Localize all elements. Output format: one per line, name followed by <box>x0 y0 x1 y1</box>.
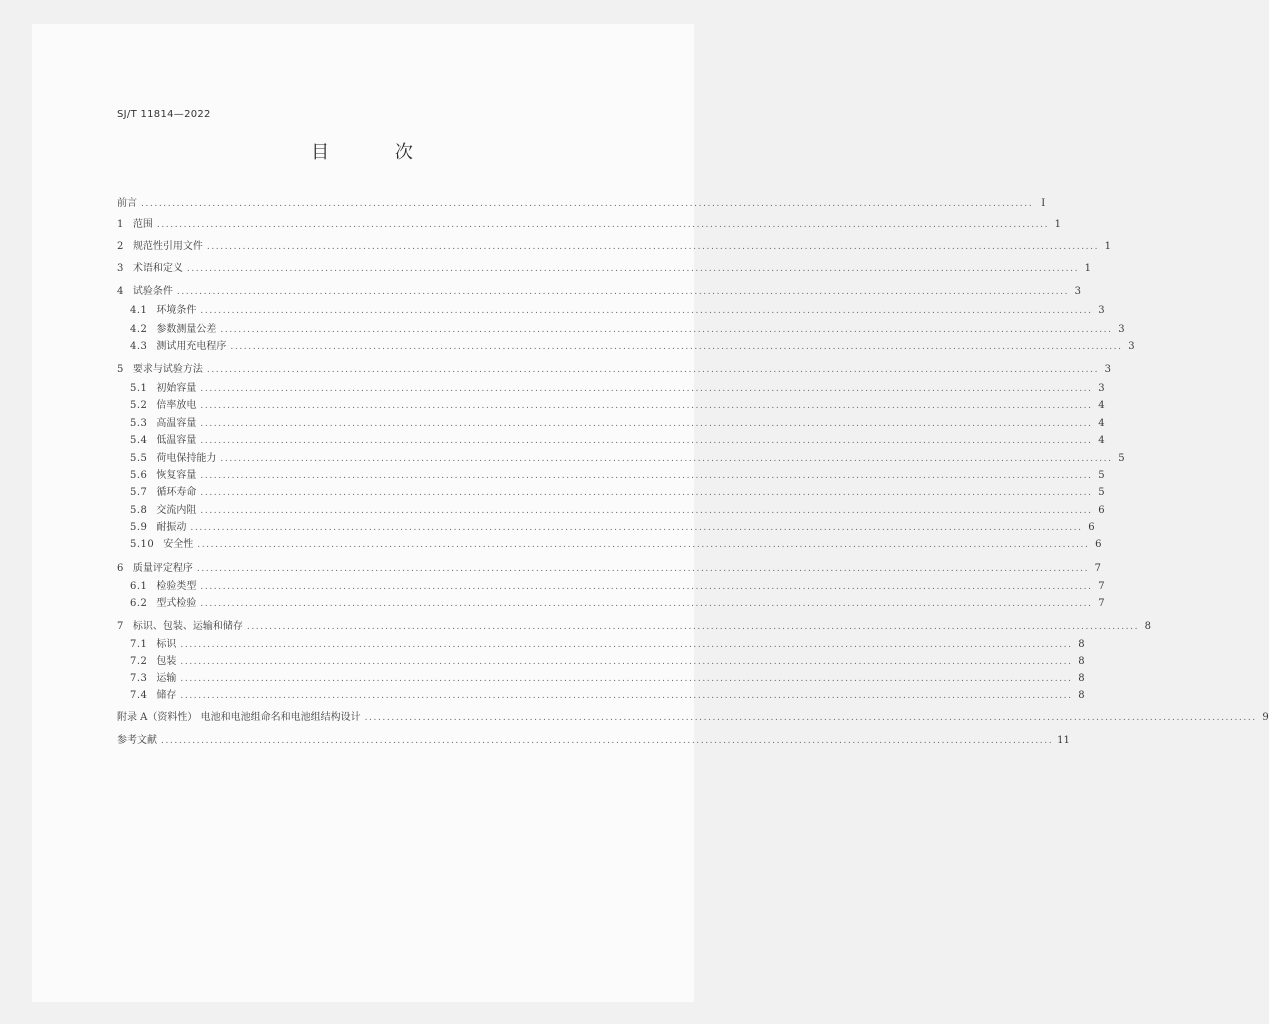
toc-entry-label: 附录 A（资料性） 电池和电池组命名和电池组结构设计 <box>117 712 361 723</box>
dot-leader: ........................................................................................................................................................................................................ <box>180 657 1073 667</box>
toc-entry-page-number: 3 <box>1098 305 1105 316</box>
toc-entry-page-number: 11 <box>1057 735 1070 746</box>
toc-entry-number: 6.2 <box>130 598 148 609</box>
toc-entry-label: 储存 <box>156 690 177 701</box>
toc-entry[interactable] <box>117 561 1102 577</box>
toc-entry-page-number: 5 <box>1098 487 1105 498</box>
toc-entry[interactable] <box>117 637 1085 653</box>
toc-entry-number: 5.2 <box>130 400 148 411</box>
dot-leader: ........................................................................................................................................................................................................ <box>364 713 1257 723</box>
toc-entry-number: 4 <box>117 286 124 297</box>
toc-entry-label: 低温容量 <box>156 435 197 446</box>
toc-entry[interactable] <box>117 217 1062 233</box>
toc-entry-page-number: 4 <box>1098 418 1105 429</box>
toc-entry[interactable] <box>117 468 1105 484</box>
toc-entry[interactable] <box>117 261 1092 277</box>
toc-entry-label: 耐振动 <box>156 522 187 533</box>
dot-leader: ........................................................................................................................................................................................................ <box>200 384 1093 394</box>
toc-entry-number: 5.10 <box>130 539 155 550</box>
toc-entry[interactable] <box>117 322 1125 338</box>
toc-entry-page-number: 6 <box>1098 505 1105 516</box>
dot-leader: ........................................................................................................................................................................................................ <box>200 582 1093 592</box>
toc-entry[interactable] <box>117 520 1095 536</box>
toc-entry-number: 7 <box>117 621 124 632</box>
toc-entry-number: 5.5 <box>130 453 148 464</box>
toc-entry-label: 参数测量公差 <box>156 324 217 335</box>
toc-entry-page-number: 8 <box>1078 656 1085 667</box>
toc-entry-label: 交流内阻 <box>156 505 197 516</box>
toc-entry-number: 5.3 <box>130 418 148 429</box>
dot-leader: ........................................................................................................................................................................................................ <box>141 199 1034 209</box>
standard-code: SJ/T 11814—2022 <box>117 109 211 120</box>
toc-entry-page-number: 1 <box>1084 263 1092 274</box>
toc-entry-page-number: 6 <box>1088 522 1095 533</box>
toc-entry-number: 4.2 <box>130 324 148 335</box>
toc-entry-label: 荷电保持能力 <box>156 453 217 464</box>
toc-entry-label: 要求与试验方法 <box>132 364 203 375</box>
toc-entry-label: 高温容量 <box>156 418 197 429</box>
toc-entry-page-number: 4 <box>1098 400 1105 411</box>
toc-entry-label: 循环寿命 <box>156 487 197 498</box>
toc-entry-page-number: 1 <box>1054 219 1062 230</box>
toc-entry-page-number: 8 <box>1078 690 1085 701</box>
toc-entry-label: 范围 <box>132 219 153 230</box>
dot-leader: ........................................................................................................................................................................................................ <box>176 287 1070 297</box>
dot-leader: ........................................................................................................................................................................................................ <box>200 488 1093 498</box>
toc-entry-label: 初始容量 <box>156 383 197 394</box>
toc-entry[interactable] <box>117 196 1046 212</box>
toc-entry-number: 5.8 <box>130 505 148 516</box>
toc-entry-number: 6.1 <box>130 581 148 592</box>
toc-entry-page-number: 8 <box>1144 621 1152 632</box>
dot-leader: ........................................................................................................................................................................................................ <box>180 640 1073 650</box>
toc-entry[interactable] <box>117 485 1105 501</box>
toc-entry-number: 2 <box>117 241 124 252</box>
dot-leader: ........................................................................................................................................................................................................ <box>220 454 1113 464</box>
toc-entry-number: 4.3 <box>130 341 148 352</box>
dot-leader: ........................................................................................................................................................................................................ <box>161 736 1054 746</box>
toc-entry-label: 运输 <box>156 673 177 684</box>
toc-entry-page-number: 6 <box>1095 539 1102 550</box>
toc-entry-page-number: I <box>1041 198 1046 209</box>
toc-entry[interactable] <box>117 710 1269 726</box>
dot-leader: ........................................................................................................................................................................................................ <box>200 436 1093 446</box>
dot-leader: ........................................................................................................................................................................................................ <box>230 342 1123 352</box>
toc-entry-number: 7.2 <box>130 656 148 667</box>
dot-leader: ........................................................................................................................................................................................................ <box>190 523 1083 533</box>
toc-entry-number: 6 <box>117 563 124 574</box>
dot-leader: ........................................................................................................................................................................................................ <box>200 419 1093 429</box>
page-title: 目 次 <box>311 142 443 163</box>
dot-leader: ........................................................................................................................................................................................................ <box>180 691 1073 701</box>
toc-entry-label: 质量评定程序 <box>132 563 193 574</box>
toc-entry-label: 型式检验 <box>156 598 197 609</box>
toc-entry-number: 5.4 <box>130 435 148 446</box>
dot-leader: ........................................................................................................................................................................................................ <box>206 242 1100 252</box>
dot-leader: ........................................................................................................................................................................................................ <box>156 220 1050 230</box>
toc-entry[interactable] <box>117 671 1085 687</box>
dot-leader: ........................................................................................................................................................................................................ <box>200 471 1093 481</box>
toc-entry[interactable] <box>117 284 1082 300</box>
dot-leader: ........................................................................................................................................................................................................ <box>200 506 1093 516</box>
dot-leader: ........................................................................................................................................................................................................ <box>180 674 1073 684</box>
toc-entry[interactable] <box>117 303 1105 319</box>
toc-entry-label: 前言 <box>117 198 137 209</box>
dot-leader: ........................................................................................................................................................................................................ <box>197 540 1090 550</box>
toc-entry-label: 术语和定义 <box>132 263 183 274</box>
toc-entry[interactable] <box>117 433 1105 449</box>
toc-entry-number: 5.7 <box>130 487 148 498</box>
toc-entry[interactable] <box>117 339 1135 355</box>
toc-entry-label: 倍率放电 <box>156 400 197 411</box>
toc-entry-number: 7.4 <box>130 690 148 701</box>
toc-entry[interactable] <box>117 596 1105 612</box>
toc-entry-label: 测试用充电程序 <box>156 341 227 352</box>
toc-entry-number: 5.6 <box>130 470 148 481</box>
toc-entry[interactable] <box>117 579 1105 595</box>
toc-entry-page-number: 7 <box>1098 598 1105 609</box>
toc-entry-page-number: 4 <box>1098 435 1105 446</box>
toc-entry-page-number: 9 <box>1262 712 1269 723</box>
toc-entry-page-number: 8 <box>1078 639 1085 650</box>
toc-entry-label: 包装 <box>156 656 177 667</box>
toc-entry-label: 标识 <box>156 639 177 650</box>
toc-entry[interactable] <box>117 619 1152 635</box>
toc-entry-page-number: 3 <box>1118 324 1125 335</box>
toc-entry-page-number: 3 <box>1104 364 1112 375</box>
toc-entry-label: 标识、包装、运输和储存 <box>132 621 243 632</box>
toc-entry-number: 7.3 <box>130 673 148 684</box>
toc-entry-page-number: 7 <box>1098 581 1105 592</box>
toc-entry-label: 恢复容量 <box>156 470 197 481</box>
toc-entry-number: 5 <box>117 364 124 375</box>
toc-entry[interactable] <box>117 537 1102 553</box>
toc-entry-label: 规范性引用文件 <box>132 241 203 252</box>
toc-entry-page-number: 7 <box>1094 563 1102 574</box>
toc-entry[interactable] <box>117 398 1105 414</box>
toc-entry-page-number: 8 <box>1078 673 1085 684</box>
toc-entry-page-number: 5 <box>1118 453 1125 464</box>
toc-entry-label: 环境条件 <box>156 305 197 316</box>
toc-entry-page-number: 5 <box>1098 470 1105 481</box>
toc-entry-label: 试验条件 <box>132 286 173 297</box>
toc-entry-label: 安全性 <box>163 539 194 550</box>
dot-leader: ........................................................................................................................................................................................................ <box>196 564 1090 574</box>
dot-leader: ........................................................................................................................................................................................................ <box>206 365 1100 375</box>
toc-entry[interactable] <box>117 239 1112 255</box>
toc-entry[interactable] <box>117 451 1125 467</box>
dot-leader: ........................................................................................................................................................................................................ <box>186 264 1080 274</box>
dot-leader: ........................................................................................................................................................................................................ <box>200 599 1093 609</box>
dot-leader: ........................................................................................................................................................................................................ <box>200 401 1093 411</box>
toc-entry[interactable] <box>117 416 1105 432</box>
toc-entry-label: 检验类型 <box>156 581 197 592</box>
toc-entry-label: 参考文献 <box>117 735 157 746</box>
toc-entry-number: 4.1 <box>130 305 148 316</box>
toc-entry-number: 5.9 <box>130 522 148 533</box>
toc-entry-number: 5.1 <box>130 383 148 394</box>
toc-entry[interactable] <box>117 733 1070 749</box>
toc-entry[interactable] <box>117 688 1085 704</box>
toc-entry-page-number: 3 <box>1128 341 1135 352</box>
toc-entry[interactable] <box>117 381 1105 397</box>
toc-entry-page-number: 1 <box>1104 241 1112 252</box>
toc-entry-page-number: 3 <box>1074 286 1082 297</box>
toc-entry-number: 3 <box>117 263 124 274</box>
dot-leader: ........................................................................................................................................................................................................ <box>246 622 1140 632</box>
toc-entry[interactable] <box>117 654 1085 670</box>
toc-entry[interactable] <box>117 362 1112 378</box>
toc-entry-number: 7.1 <box>130 639 148 650</box>
dot-leader: ........................................................................................................................................................................................................ <box>200 306 1093 316</box>
toc-entry[interactable] <box>117 503 1105 519</box>
toc-entry-page-number: 3 <box>1098 383 1105 394</box>
dot-leader: ........................................................................................................................................................................................................ <box>220 325 1113 335</box>
toc-entry-number: 1 <box>117 219 124 230</box>
